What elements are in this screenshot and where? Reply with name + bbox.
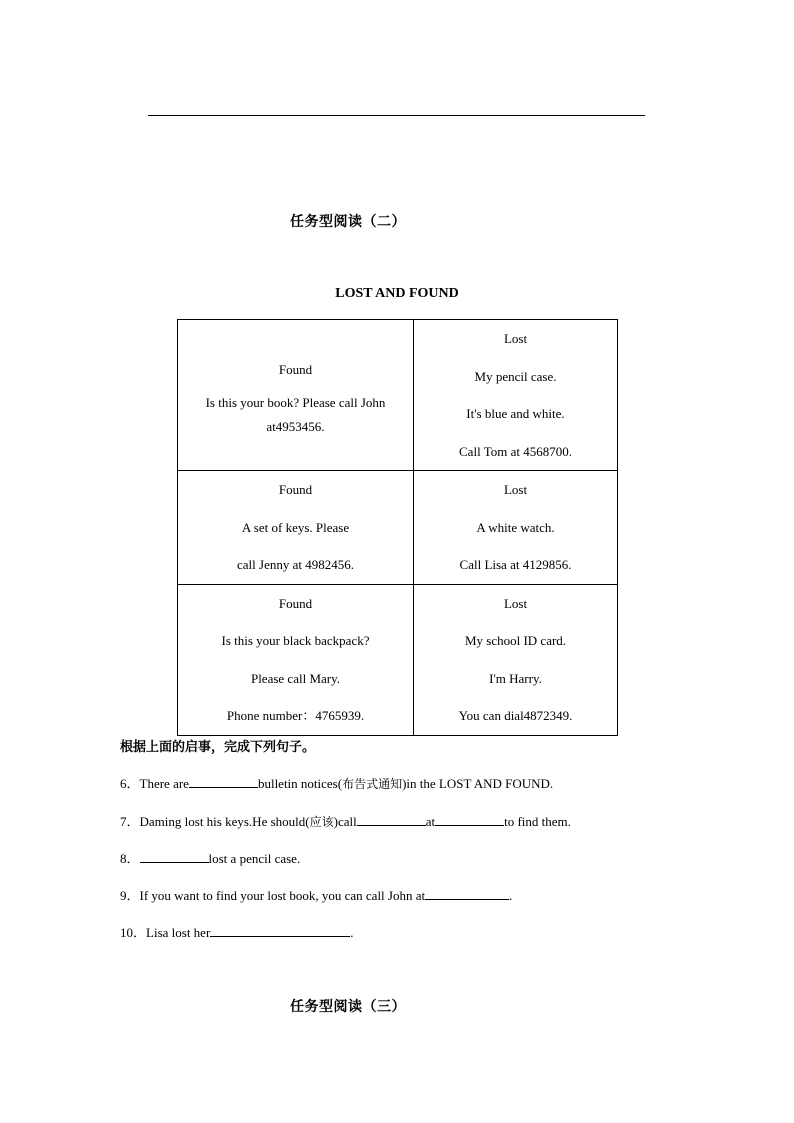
question-6: 6．There are bulletin notices(布告式通知)in the LOST AND FOUND. [120,776,554,791]
notice-board-title: LOST AND FOUND [335,286,459,301]
notice-line: A white watch. [476,519,555,535]
question-7: 7．Daming lost his keys.He should(应该)call at to find them. [120,814,571,829]
notice-type: Found [278,482,313,497]
section-heading-3: 任务型阅读（三） [290,999,406,1015]
answer-blank[interactable] [357,814,426,826]
notice-type: Found [278,362,313,378]
notice-table [177,319,618,736]
notice-line: You can dial4872349. [458,708,573,723]
notice-line: It's blue and white. [466,406,565,421]
notice-line: Is this your book? Please call John at4953456. [205,394,386,434]
notice-found-backpack [178,584,414,735]
notice-row-1 [178,320,618,471]
notice-type: Lost [503,595,528,611]
notice-lost-pencil-case [414,320,618,471]
question-number: 10． [120,925,147,940]
notice-found-book [178,320,414,471]
answer-blank[interactable] [435,814,504,826]
header-rule [148,115,645,116]
notice-line: call Jenny at 4982456. [237,557,354,572]
notice-line: My school ID card. [464,633,567,648]
question-number: 6． [120,776,140,791]
notice-lost-id-card [414,584,618,735]
notice-row-2 [178,471,618,585]
question-number: 7． [120,814,140,829]
answer-blank[interactable] [425,888,509,900]
notice-line: Call Lisa at 4129856. [459,557,572,572]
notice-type: Lost [503,331,528,346]
notice-line: Call Tom at 4568700. [459,443,572,459]
notice-line: My pencil case. [474,368,557,384]
notice-lost-watch [414,471,618,585]
question-number: 8． [120,851,140,866]
notice-type: Lost [503,482,528,497]
notice-found-keys [178,471,414,585]
notice-line: Phone number：4765939. [226,708,365,723]
notice-line: I'm Harry. [489,670,542,686]
question-8: 8． lost a pencil case. [120,851,301,866]
question-10: 10．Lisa lost her . [120,925,354,940]
section-heading-2: 任务型阅读（二） [290,214,406,230]
question-number: 9． [120,888,140,903]
notice-line: A set of keys. Please [241,519,350,535]
answer-blank[interactable] [140,851,209,863]
answer-blank[interactable] [189,776,258,788]
answer-blank[interactable] [210,925,350,937]
notice-row-3 [178,584,618,735]
instruction: 根据上面的启事，完成下列句子。 [120,740,316,755]
notice-line: Please call Mary. [250,670,341,686]
notice-line: Is this your black backpack? [221,633,370,648]
notice-type: Found [278,595,313,611]
question-9: 9．If you want to find your lost book, you can call John at . [120,888,513,903]
